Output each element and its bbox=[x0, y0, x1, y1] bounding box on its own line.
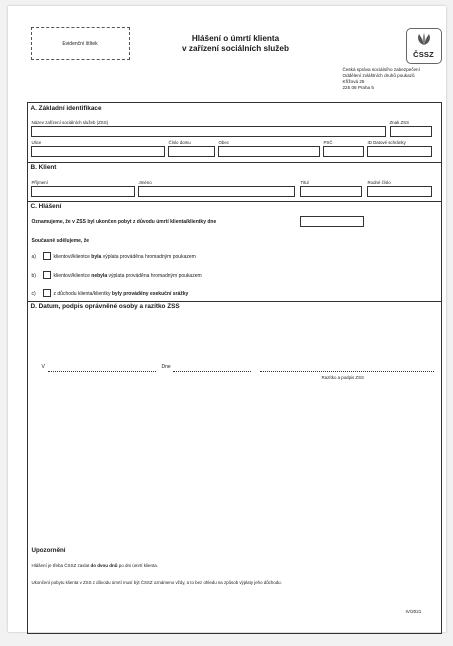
registration-stamp-box bbox=[31, 27, 130, 60]
form-version: IV/2021 bbox=[405, 609, 422, 614]
birth-number-label: Rodné číslo bbox=[367, 180, 391, 185]
option-b-checkbox[interactable] bbox=[43, 271, 51, 279]
section-a-heading: A. Základní identifikace bbox=[30, 105, 102, 112]
municipality-label: Obec bbox=[218, 140, 229, 145]
logo-text: ČSSZ bbox=[413, 50, 434, 59]
first-name-field[interactable] bbox=[138, 186, 295, 197]
notice-line-1: Hlášení je třeba ČSSZ zaslat do dvou dnů po dni úmrtí klienta. bbox=[31, 563, 159, 568]
address-line: 225 08 Praha 5 bbox=[342, 85, 374, 91]
house-number-label: Číslo domu bbox=[168, 140, 191, 145]
address-line: Česká správa sociálního zabezpečení bbox=[342, 67, 420, 72]
psc-label: PSČ bbox=[323, 140, 333, 145]
address-line: Křížová 25 bbox=[342, 79, 365, 85]
place-label: V bbox=[41, 364, 45, 370]
facility-name-label: Název zařízení sociálních služeb (ZSS) bbox=[31, 120, 109, 125]
death-notice-text: Oznamujeme, že v ZSS byl ukončen pobyt z důvodu úmrtí klienta/klientky dne bbox=[31, 219, 217, 225]
psc-field[interactable] bbox=[323, 146, 364, 157]
option-b-text: klientovi/klientce nebyla výplata prováděna hromadným poukazem bbox=[53, 273, 202, 279]
street-label: Ulice bbox=[31, 140, 42, 145]
section-b-heading: B. Klient bbox=[30, 164, 57, 171]
section-divider bbox=[28, 201, 441, 202]
section-c-heading: C. Hlášení bbox=[30, 203, 62, 210]
notice-heading: Upozornění bbox=[31, 547, 66, 554]
title-line-1: Hlášení o úmrtí klienta bbox=[191, 34, 280, 43]
option-c-text: z důchodu klienta/klientky byly prováděny exekuční srážky bbox=[53, 291, 189, 297]
databox-id-field[interactable] bbox=[367, 146, 432, 157]
stamp-label: Evidenční štítek bbox=[62, 40, 98, 47]
title-line-2: v zařízení sociálních služeb bbox=[182, 44, 289, 53]
option-c-checkbox[interactable] bbox=[43, 289, 51, 297]
zss-mark-field[interactable] bbox=[390, 126, 432, 137]
section-divider bbox=[28, 162, 441, 163]
address-line: Oddělení zvláštních druhů poukazů bbox=[342, 73, 415, 79]
house-number-field[interactable] bbox=[168, 146, 215, 157]
death-date-field[interactable] bbox=[300, 216, 364, 227]
place-field[interactable] bbox=[48, 371, 156, 372]
street-field[interactable] bbox=[31, 146, 165, 157]
signature-field[interactable] bbox=[260, 371, 434, 372]
option-c-letter: c) bbox=[31, 291, 36, 297]
databox-id-label: ID Datové schránky bbox=[367, 140, 406, 145]
option-a-text: klientovi/klientce byla výplata prováděna hromadným poukazem bbox=[53, 254, 196, 260]
zss-mark-label: Znak ZSS bbox=[389, 120, 410, 125]
logo-leaf-icon bbox=[416, 33, 432, 46]
signature-label: Razítko a podpis ZSS bbox=[321, 375, 364, 380]
facility-name-field[interactable] bbox=[31, 126, 386, 137]
option-a-checkbox[interactable] bbox=[43, 252, 51, 260]
section-divider bbox=[28, 301, 441, 302]
title-label: Titul bbox=[300, 180, 309, 185]
option-b-letter: b) bbox=[31, 273, 36, 279]
date-label: Dne bbox=[161, 364, 171, 370]
cssz-logo bbox=[406, 28, 442, 64]
option-a-letter: a) bbox=[31, 254, 36, 260]
section-d-heading: D. Datum, podpis oprávněné osoby a razítko ZSS bbox=[30, 303, 180, 310]
form-page bbox=[8, 6, 446, 632]
surname-label: Příjmení bbox=[31, 180, 48, 185]
surname-field[interactable] bbox=[31, 186, 135, 197]
form-title bbox=[146, 34, 326, 54]
municipality-field[interactable] bbox=[218, 146, 320, 157]
title-field[interactable] bbox=[300, 186, 362, 197]
form-body bbox=[27, 102, 442, 634]
recipient-address bbox=[343, 67, 420, 91]
notice-line-2: Ukončení pobytu klienta v ZSS z důvodu úmrtí musí být ČSSZ oznámeno vždy, a to bez ohledu na způsob výplaty jeho důchodu. bbox=[31, 580, 282, 585]
first-name-label: Jméno bbox=[138, 180, 152, 185]
date-field[interactable] bbox=[173, 371, 251, 372]
birth-number-field[interactable] bbox=[367, 186, 432, 197]
also-declare-text: Současně sdělujeme, že bbox=[31, 238, 90, 244]
